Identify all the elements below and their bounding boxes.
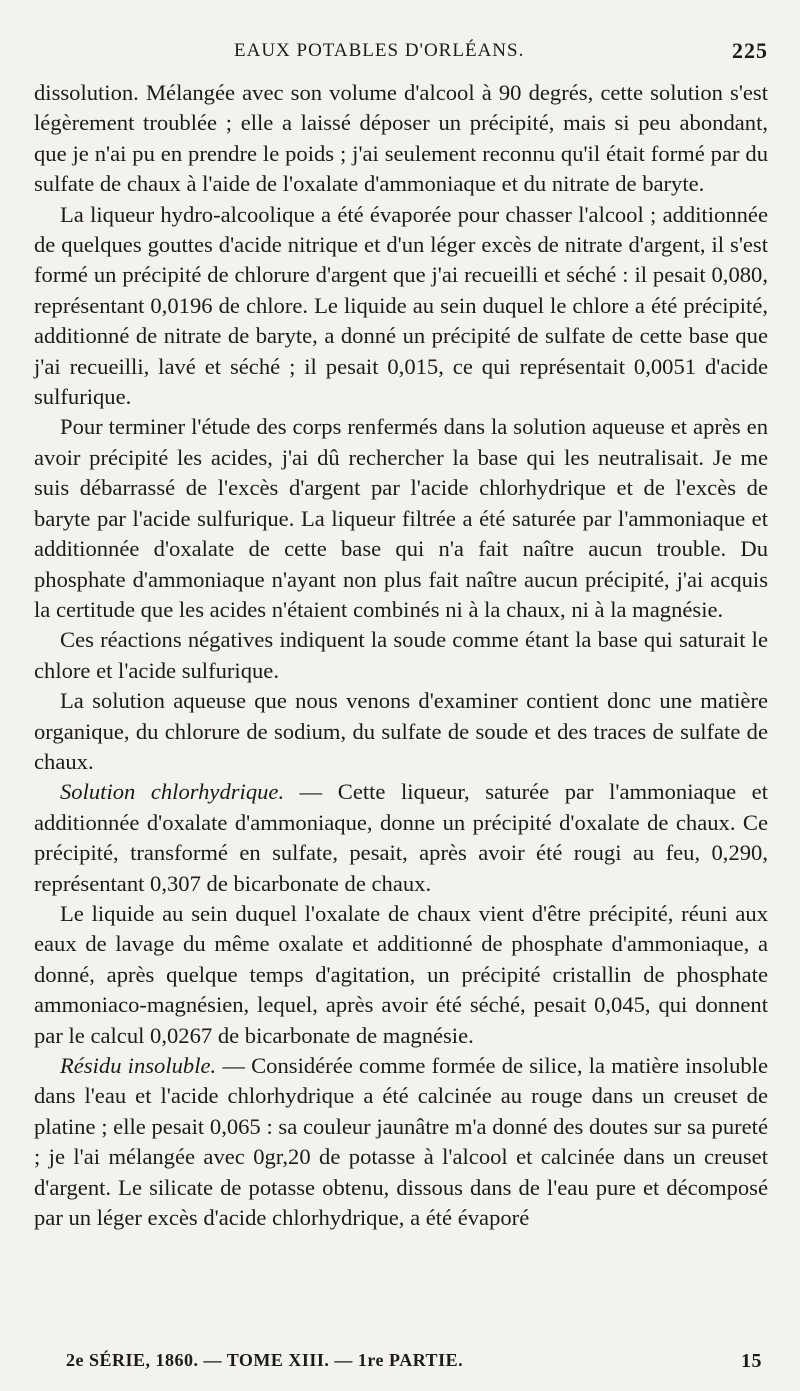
section-lead: Résidu insoluble. xyxy=(60,1053,217,1078)
paragraph xyxy=(34,412,768,625)
paragraph-text: dissolution. Mélangée avec son volume d'alcool à 90 degrés, cette solution s'est légèrement troublée ; elle a laissé déposer un précipité, mais si peu abondant, que je n'ai pu en prendre le poids ; j'ai seulement reconnu qu'il était formé par du sulfate de chaux à l'aide de l'oxalate d'ammoniaque et du nitrate de baryte. xyxy=(34,80,768,197)
paragraph-text: Pour terminer l'étude des corps renfermés dans la solution aqueuse et après en avoir précipité les acides, j'ai dû rechercher la base qui les neutralisait. Je me suis débarrassé de l'excès d'argent par l'acide chlorhydrique et de l'excès de baryte par l'acide sulfurique. La liqueur filtrée a été saturée par l'ammoniaque et additionnée d'oxalate de cette base qui n'a fait naître aucun trouble. Du phosphate d'ammoniaque n'ayant non plus fait naître aucun précipité, j'ai acquis la certitude que les acides n'étaient combinés ni à la chaux, ni à la magnésie. xyxy=(34,414,768,622)
page-header xyxy=(34,38,768,78)
paragraph xyxy=(34,686,768,777)
paragraph xyxy=(34,625,768,686)
signature-mark: 15 xyxy=(741,1350,762,1372)
paragraph-text: La solution aqueuse que nous venons d'examiner contient donc une matière organique, du chlorure de sodium, du sulfate de soude et des traces de sulfate de chaux. xyxy=(34,688,768,774)
paragraph xyxy=(34,899,768,1051)
paragraph xyxy=(34,78,768,200)
page-body xyxy=(34,78,768,1233)
running-title: EAUX POTABLES D'ORLÉANS. xyxy=(234,40,525,61)
paragraph xyxy=(34,777,768,899)
paragraph xyxy=(34,200,768,413)
paragraph-text: Ces réactions négatives indiquent la soude comme étant la base qui saturait le chlore et l'acide sulfurique. xyxy=(34,627,768,683)
paragraph-text: — Cette liqueur, saturée par l'ammoniaque et additionnée d'oxalate d'ammoniaque, donne un précipité d'oxalate de chaux. Ce précipité, transformé en sulfate, pesait, après avoir été rougi au feu, 0,290, représentant 0,307 de bicarbonate de chaux. xyxy=(34,779,768,896)
page-footer xyxy=(66,1350,762,1371)
page-number: 225 xyxy=(732,38,768,63)
paragraph-text: Le liquide au sein duquel l'oxalate de chaux vient d'être précipité, réuni aux eaux de lavage du même oxalate et additionné de phosphate d'ammoniaque, a donné, après quelque temps d'agitation, un précipité cristallin de phosphate ammoniaco-magnésien, lequel, après avoir été séché, pesait 0,045, qui donnent par le calcul 0,0267 de bicarbonate de magnésie. xyxy=(34,900,768,1048)
series-line: 2e SÉRIE, 1860. — TOME XIII. — 1re PARTIE. xyxy=(66,1350,464,1370)
paragraph-text: La liqueur hydro-alcoolique a été évaporée pour chasser l'alcool ; additionnée de quelques gouttes d'acide nitrique et d'un léger excès de nitrate d'argent, il s'est formé un précipité de chlorure d'argent que j'ai recueilli et séché : il pesait 0,080, représentant 0,0196 de chlore. Le liquide au sein duquel le chlore a été précipité, additionné de nitrate de baryte, a donné un précipité de sulfate de cette base que j'ai recueilli, lavé et séché ; il pesait 0,015, ce qui représentait 0,0051 d'acide sulfurique. xyxy=(34,201,768,410)
section-lead: Solution chlorhydrique. xyxy=(60,779,285,805)
paragraph-text: — Considérée comme formée de silice, la matière insoluble dans l'eau et l'acide chlorhydrique a été calcinée au rouge dans un creuset de platine ; elle pesait 0,065 : sa couleur jaunâtre m'a donné des doutes sur sa pureté ; je l'ai mélangée avec 0gr,20 de potasse à l'alcool et calcinée dans un creuset d'argent. Le silicate de potasse obtenu, dissous dans de l'eau pure et décomposé par un léger excès d'acide chlorhydrique, a été évaporé xyxy=(34,1053,768,1231)
paragraph xyxy=(34,1051,768,1233)
